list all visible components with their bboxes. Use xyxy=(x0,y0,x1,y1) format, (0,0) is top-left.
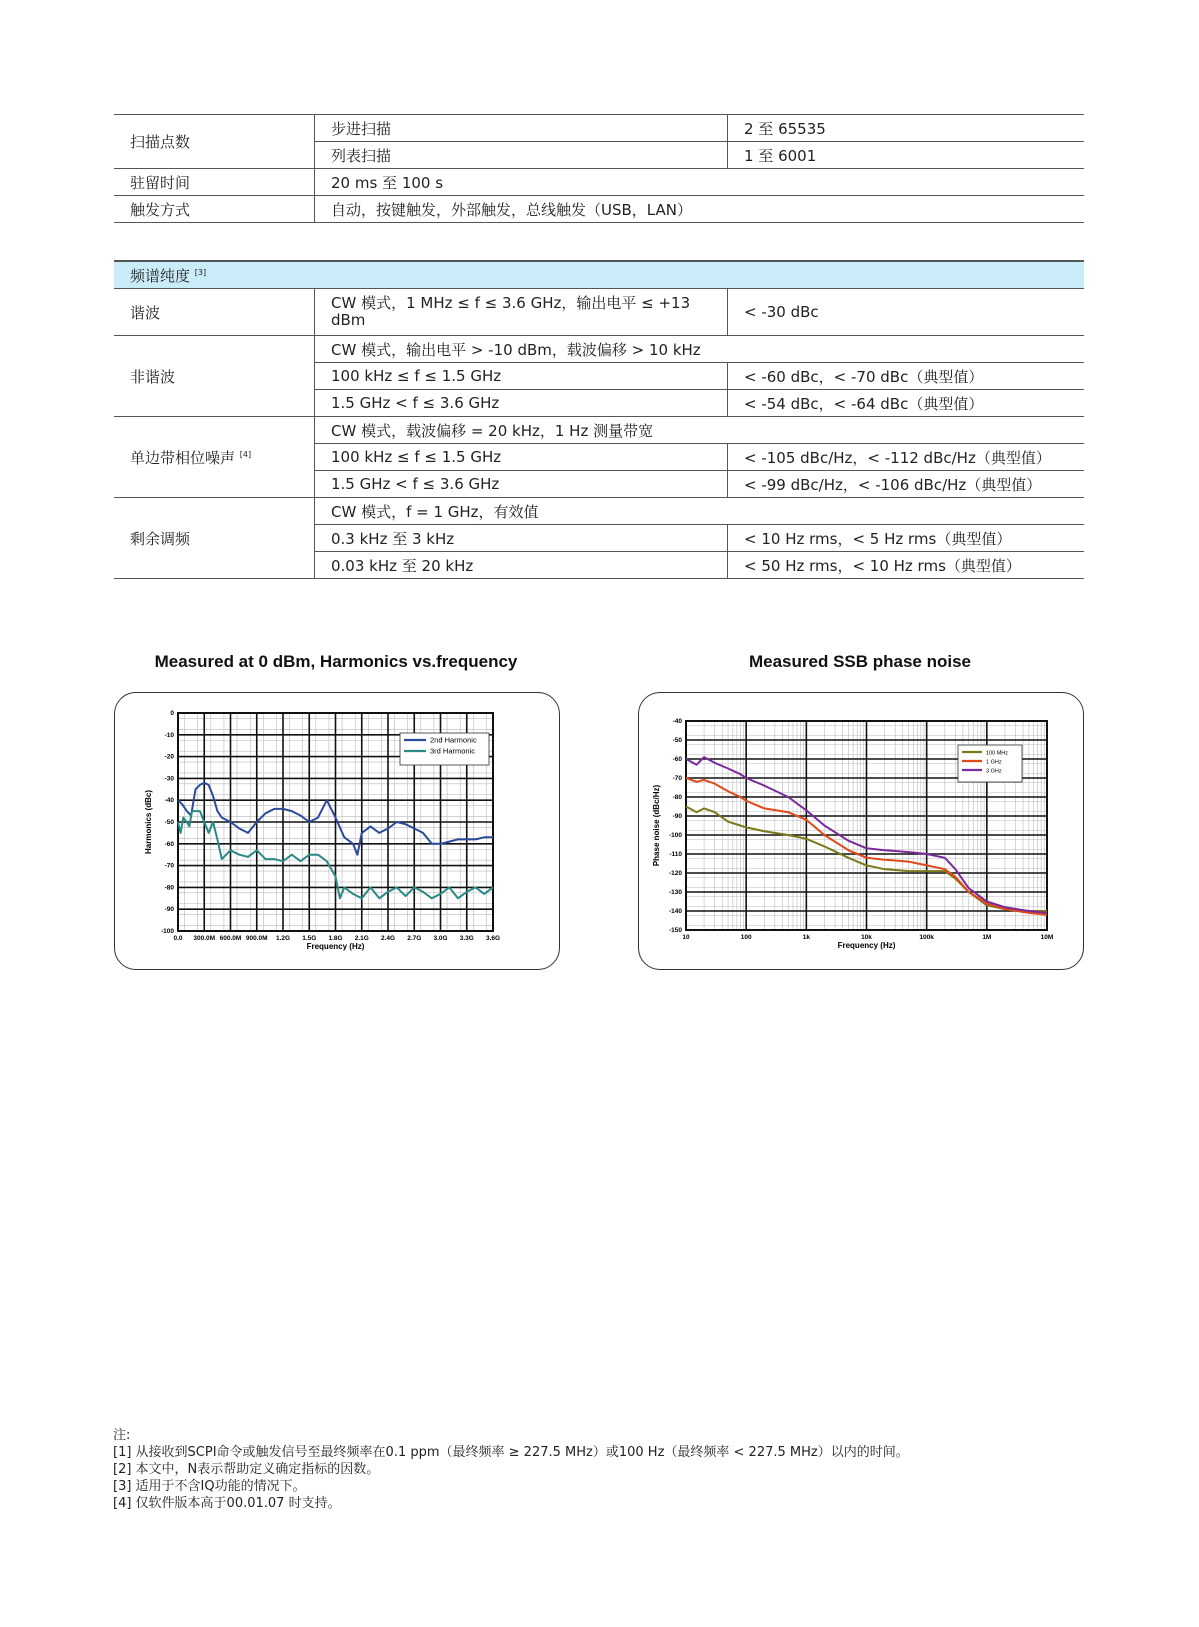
value-cell: < -54 dBc，< -64 dBc（典型值） xyxy=(728,390,1085,417)
legend-label: 2nd Harmonic xyxy=(430,735,477,745)
phase-noise-chart xyxy=(639,693,1083,969)
x-tick-label: 3.3G xyxy=(459,935,474,942)
phase-noise-chart-frame xyxy=(638,692,1084,970)
value-cell: < -60 dBc，< -70 dBc（典型值） xyxy=(728,363,1085,390)
section-title: 频谱纯度 xyxy=(130,266,191,285)
x-tick-label: 1M xyxy=(982,934,992,941)
y-tick-label: -10 xyxy=(164,731,174,739)
residual-fm-condition: CW 模式，f = 1 GHz，有效值 xyxy=(315,498,1085,525)
spectral-purity-table xyxy=(114,260,1084,579)
phase-noise-label: 单边带相位噪声 xyxy=(130,448,236,467)
range-cell: 1.5 GHz < f ≤ 3.6 GHz xyxy=(315,471,728,498)
x-tick-label: 2.1G xyxy=(354,935,369,942)
x-axis-label: Frequency (Hz) xyxy=(837,941,896,950)
x-tick-label: 300.0M xyxy=(193,935,216,942)
sweep-spec-table xyxy=(114,114,1084,223)
y-tick-label: -60 xyxy=(164,840,174,848)
harmonics-chart-frame xyxy=(114,692,560,970)
y-tick-label: -90 xyxy=(672,813,682,820)
harmonics-condition: CW 模式，1 MHz ≤ f ≤ 3.6 GHz，输出电平 ≤ +13 dBm xyxy=(315,289,728,336)
range-cell: 1.5 GHz < f ≤ 3.6 GHz xyxy=(315,390,728,417)
phase-noise-label-cell xyxy=(114,417,315,498)
harmonics-label: 谐波 xyxy=(114,289,315,336)
x-tick-label: 1.5G xyxy=(302,935,317,942)
y-tick-label: -150 xyxy=(668,927,682,934)
value-cell: < -105 dBc/Hz，< -112 dBc/Hz（典型值） xyxy=(728,444,1085,471)
row-sub: 列表扫描 xyxy=(315,142,728,169)
x-axis-label: Frequency (Hz) xyxy=(306,942,365,951)
note-item: [4] 仅软件版本高于00.01.07 时支持。 xyxy=(113,1496,341,1511)
section-note: [3] xyxy=(194,267,207,277)
x-tick-label: 3.0G xyxy=(433,935,448,942)
row-value: 自动，按键触发，外部触发，总线触发（USB，LAN） xyxy=(315,196,1085,223)
row-value: 2 至 65535 xyxy=(728,115,1085,142)
x-tick-label: 900.0M xyxy=(245,935,268,942)
legend-label: 3 GHz xyxy=(986,768,1002,775)
y-tick-label: -40 xyxy=(164,797,174,805)
y-tick-label: -80 xyxy=(164,884,174,892)
harmonics-chart xyxy=(115,693,559,969)
y-tick-label: -120 xyxy=(668,870,682,877)
range-cell: 100 kHz ≤ f ≤ 1.5 GHz xyxy=(315,363,728,390)
y-axis-label: Harmonics (dBc) xyxy=(144,789,153,855)
notes-heading: 注: xyxy=(113,1428,131,1443)
y-tick-label: -40 xyxy=(672,718,682,725)
range-cell: 0.03 kHz 至 20 kHz xyxy=(315,552,728,579)
x-tick-label: 3.6G xyxy=(485,935,501,942)
y-tick-label: -60 xyxy=(672,756,682,763)
row-value: 1 至 6001 xyxy=(728,142,1085,169)
legend-label: 1 GHz xyxy=(986,759,1002,766)
x-tick-label: 10M xyxy=(1040,934,1054,941)
legend-label: 3rd Harmonic xyxy=(430,746,476,756)
x-tick-label: 1k xyxy=(802,934,810,941)
note-item: [1] 从接收到SCPI命令或触发信号至最终频率在0.1 ppm（最终频率 ≥ 227.5 MHz）或100 Hz（最终频率 < 227.5 MHz）以内的时间。 xyxy=(113,1445,909,1460)
y-tick-label: -70 xyxy=(672,775,682,782)
nonharmonics-condition: CW 模式，输出电平 > -10 dBm，载波偏移 > 10 kHz xyxy=(315,336,1085,363)
row-value: 20 ms 至 100 s xyxy=(315,169,1085,196)
y-tick-label: -100 xyxy=(668,832,682,839)
range-cell: 0.3 kHz 至 3 kHz xyxy=(315,525,728,552)
y-tick-label: -100 xyxy=(160,928,174,935)
note-item: [2] 本文中，N表示帮助定义确定指标的因数。 xyxy=(113,1462,380,1477)
section-header xyxy=(114,261,1084,289)
phase-noise-condition: CW 模式，载波偏移 = 20 kHz，1 Hz 测量带宽 xyxy=(315,417,1085,444)
y-tick-label: -70 xyxy=(164,862,174,870)
row-label: 触发方式 xyxy=(114,196,315,223)
y-tick-label: -90 xyxy=(164,906,174,914)
value-cell: < -99 dBc/Hz，< -106 dBc/Hz（典型值） xyxy=(728,471,1085,498)
row-label: 驻留时间 xyxy=(114,169,315,196)
y-axis-label: Phase noise (dBc/Hz) xyxy=(652,784,661,867)
y-tick-label: -130 xyxy=(668,889,682,896)
y-tick-label: -80 xyxy=(672,794,682,801)
y-tick-label: -20 xyxy=(164,753,174,761)
x-tick-label: 100 xyxy=(740,934,752,941)
x-tick-label: 1.8G xyxy=(328,935,343,942)
range-cell: 100 kHz ≤ f ≤ 1.5 GHz xyxy=(315,444,728,471)
y-tick-label: -140 xyxy=(668,908,682,915)
y-tick-label: -50 xyxy=(164,819,174,826)
x-tick-label: 600.0M xyxy=(219,935,242,942)
y-tick-label: -50 xyxy=(672,737,682,744)
value-cell: < 50 Hz rms，< 10 Hz rms（典型值） xyxy=(728,552,1085,579)
value-cell: < 10 Hz rms，< 5 Hz rms（典型值） xyxy=(728,525,1085,552)
x-tick-label: 0.0 xyxy=(173,935,183,942)
x-tick-label: 2.7G xyxy=(407,935,422,942)
phase-noise-note: [4] xyxy=(239,449,252,459)
legend-label: 100 MHz xyxy=(986,750,1009,757)
residual-fm-label: 剩余调频 xyxy=(114,498,315,579)
phase-noise-chart-title: Measured SSB phase noise xyxy=(748,652,972,671)
row-sub: 步进扫描 xyxy=(315,115,728,142)
y-tick-label: -110 xyxy=(669,851,682,858)
x-tick-label: 2.4G xyxy=(380,935,396,942)
note-item: [3] 适用于不含IQ功能的情况下。 xyxy=(113,1479,306,1494)
x-tick-label: 10k xyxy=(861,934,872,941)
harmonics-value: < -30 dBc xyxy=(728,289,1085,336)
footnotes xyxy=(113,1427,909,1512)
x-tick-label: 10 xyxy=(682,934,690,941)
y-tick-label: -30 xyxy=(164,775,174,783)
nonharmonics-label: 非谐波 xyxy=(114,336,315,417)
row-label: 扫描点数 xyxy=(114,115,315,169)
x-tick-label: 1.2G xyxy=(275,935,291,942)
y-tick-label: 0 xyxy=(170,710,174,717)
x-tick-label: 100k xyxy=(919,934,934,941)
harmonics-chart-title: Measured at 0 dBm, Harmonics vs.frequency xyxy=(154,652,518,671)
